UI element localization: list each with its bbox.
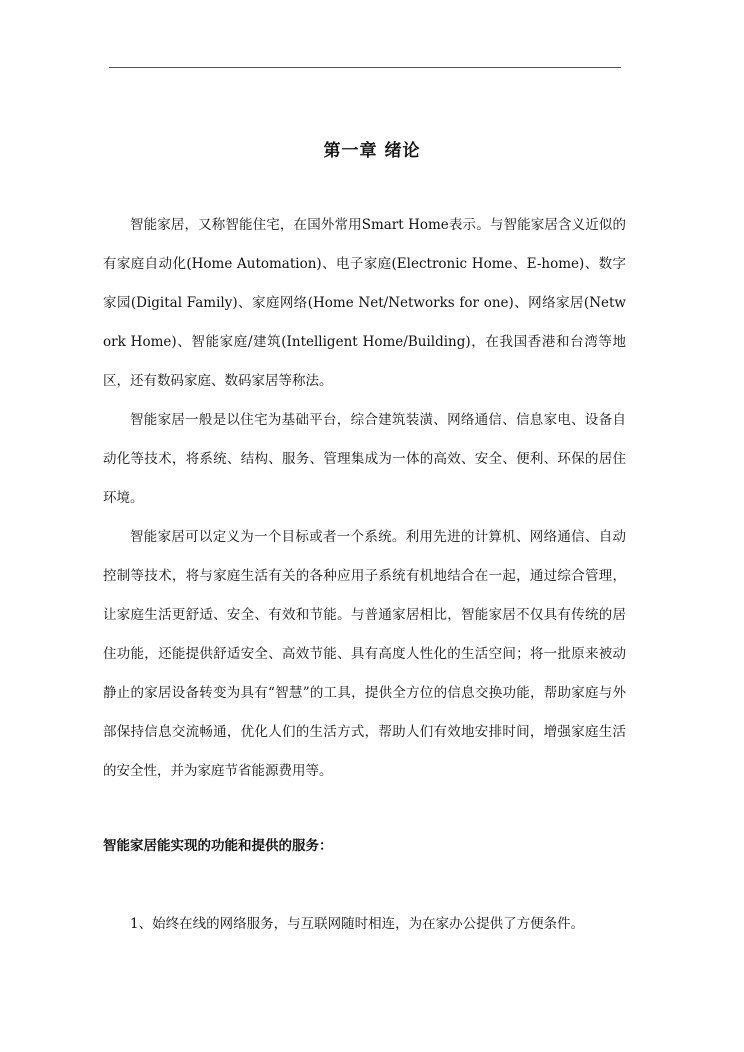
list-item: 1、始终在线的网络服务，与互联网随时相连，为在家办公提供了方便条件。 <box>130 916 585 932</box>
chapter-title: 第一章 绪论 <box>323 141 421 161</box>
paragraph-definition: 智能家居，又称智能住宅，在国外常用Smart Home表示。与智能家居含义近似的有家庭自动化(Home Automation)、电子家庭(Electronic Home、E-home)、数字家园(Digital Family)、家庭网络(Home Net/Networks for one)、网络家居(Network Home)、智能家庭/建筑(Intelligent Home/Building)，在我国香港和台湾等地区，还有数码家庭、数码家居等称法。 <box>103 217 626 389</box>
section-heading: 智能家居能实现的功能和提供的服务： <box>103 838 333 854</box>
paragraph-system: 智能家居可以定义为一个目标或者一个系统。利用先进的计算机、网络通信、自动控制等技术，将与家庭生活有关的各种应用子系统有机地结合在一起，通过综合管理，让家庭生活更舒适、安全、有效和节能。与普通家居相比，智能家居不仅具有传统的居住功能，还能提供舒适安全、高效节能、具有高度人性化的生活空间；将一批原来被动静止的家居设备转变为具有“智慧”的工具，提供全方位的信息交换功能，帮助家庭与外部保持信息交流畅通，优化人们的生活方式，帮助人们有效地安排时间，增强家庭生活的安全性，并为家庭节省能源费用等。 <box>103 529 626 779</box>
header-rule <box>109 67 621 68</box>
paragraph-platform: 智能家居一般是以住宅为基础平台，综合建筑装潢、网络通信、信息家电、设备自动化等技术，将系统、结构、服务、管理集成为一体的高效、安全、便利、环保的居住环境。 <box>103 412 626 506</box>
body-text <box>103 206 626 791</box>
